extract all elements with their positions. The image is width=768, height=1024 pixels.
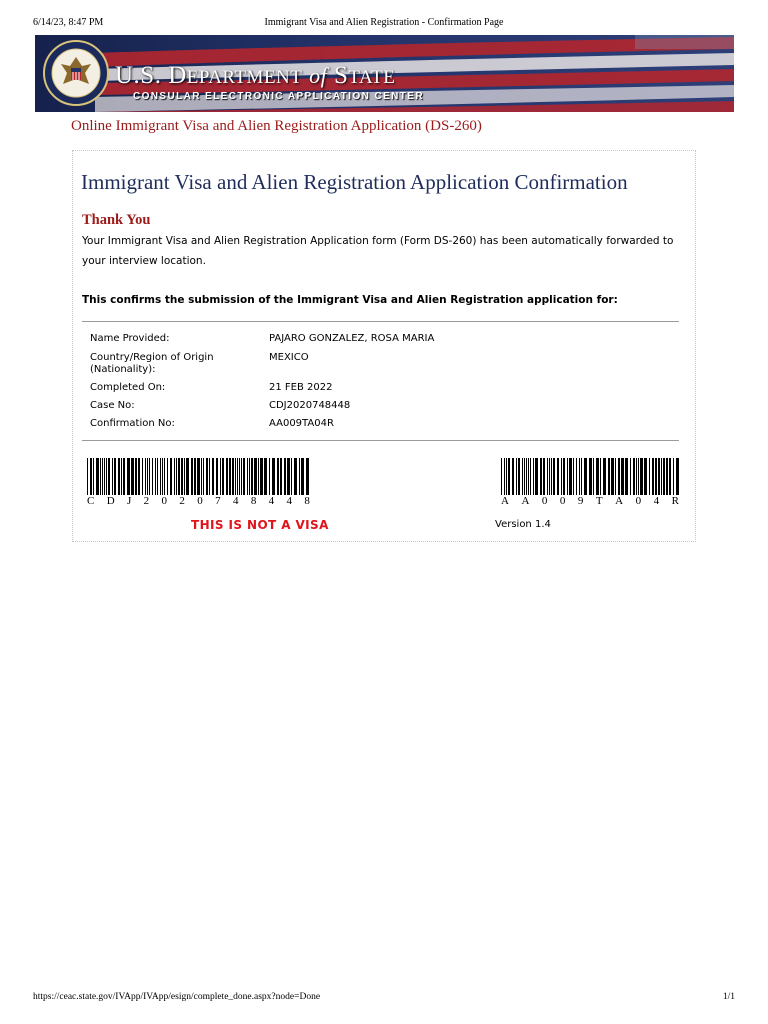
not-a-visa-warning: THIS IS NOT A VISA — [191, 518, 329, 532]
barcode-bar — [640, 458, 643, 495]
barcode-bar — [615, 458, 616, 495]
barcode-character: A — [615, 495, 624, 507]
case-number-barcode — [87, 458, 310, 507]
detail-row-case — [90, 400, 680, 418]
barcode-character: R — [671, 495, 679, 507]
barcode-bar — [237, 458, 238, 495]
barcode-bar — [299, 458, 300, 495]
barcode-bar — [138, 458, 140, 495]
barcode-bar — [658, 458, 660, 495]
barcode-bar — [633, 458, 635, 495]
detail-value: PAJARO GONZALEZ, ROSA MARIA — [269, 333, 435, 344]
department-title: U.S. DEPARTMENT of STATE — [115, 62, 396, 89]
confirmation-number-barcode-text — [501, 495, 679, 507]
barcode-bar — [100, 458, 101, 495]
barcode-character: 4 — [653, 495, 660, 507]
barcode-bar — [102, 458, 103, 495]
detail-row-confirmation — [90, 418, 680, 436]
barcode-bar — [608, 458, 610, 495]
barcode-bar — [528, 458, 529, 495]
barcode-character: 0 — [541, 495, 548, 507]
barcode-bar — [157, 458, 158, 495]
barcode-character: A — [521, 495, 530, 507]
barcode-bar — [621, 458, 624, 495]
barcode-bar — [291, 458, 292, 495]
barcode-bar — [603, 458, 606, 495]
barcode-bar — [220, 458, 221, 495]
barcode-bar — [264, 458, 267, 495]
barcode-bar — [121, 458, 122, 495]
barcode-bar — [530, 458, 531, 495]
barcode-bar — [655, 458, 657, 495]
barcode-character: 4 — [232, 495, 239, 507]
barcode-bar — [149, 458, 150, 495]
barcode-bar — [294, 458, 297, 495]
barcode-bar — [249, 458, 250, 495]
detail-row-completed — [90, 382, 680, 400]
barcode-bar — [576, 458, 577, 495]
barcode-bar — [222, 458, 224, 495]
barcode-bar — [170, 458, 172, 495]
barcode-bar — [114, 458, 116, 495]
barcode-bar — [216, 458, 218, 495]
barcode-bar — [589, 458, 592, 495]
divider-top — [82, 321, 679, 322]
barcode-bar — [112, 458, 113, 495]
barcode-bar — [232, 458, 234, 495]
barcode-bar — [563, 458, 565, 495]
barcode-character: 9 — [577, 495, 584, 507]
forwarded-message: Your Immigrant Visa and Alien Registration Application form (Form DS-260) has been automatically forwarded to your interview location. — [82, 235, 674, 267]
barcode-bar — [600, 458, 601, 495]
barcode-bar — [184, 458, 185, 495]
barcode-character: D — [106, 495, 115, 507]
barcode-bar — [508, 458, 510, 495]
barcode-bar — [561, 458, 562, 495]
print-page-title: Immigrant Visa and Alien Registration - Confirmation Page — [264, 17, 504, 28]
barcode-bar — [174, 458, 175, 495]
print-header — [33, 17, 735, 31]
confirmation-heading: Immigrant Visa and Alien Registration Application Confirmation — [81, 170, 628, 194]
barcode-character: 0 — [161, 495, 168, 507]
barcode-bar — [118, 458, 120, 495]
barcode-bar — [669, 458, 671, 495]
barcode-bar — [239, 458, 240, 495]
ceac-subtitle: CONSULAR ELECTRONIC APPLICATION CENTER — [133, 91, 424, 102]
barcode-bar — [625, 458, 628, 495]
barcode-bar — [579, 458, 580, 495]
detail-row-name — [90, 333, 680, 352]
print-page-number: 1/1 — [722, 992, 735, 1002]
barcode-bar — [526, 458, 527, 495]
barcode-bar — [663, 458, 665, 495]
barcode-bar — [649, 458, 650, 495]
barcode-bar — [504, 458, 505, 495]
barcode-bar — [145, 458, 146, 495]
barcode-bar — [524, 458, 525, 495]
barcode-bar — [155, 458, 156, 495]
barcode-bar — [573, 458, 574, 495]
barcode-bar — [638, 458, 639, 495]
barcode-bar — [209, 458, 210, 495]
barcode-character: C — [87, 495, 95, 507]
barcode-bar — [96, 458, 99, 495]
barcode-bar — [272, 458, 275, 495]
detail-label: Case No: — [90, 400, 135, 411]
detail-value: 21 FEB 2022 — [269, 382, 333, 393]
detail-label: Country/Region of Origin (Nationality): — [90, 352, 214, 375]
barcode-bar — [254, 458, 257, 495]
barcode-bar — [644, 458, 647, 495]
barcode-bar — [226, 458, 228, 495]
barcode-bar — [241, 458, 242, 495]
barcode-bar — [518, 458, 520, 495]
barcode-bar — [301, 458, 304, 495]
case-number-barcode-text — [87, 495, 310, 507]
thank-you-heading: Thank You — [82, 212, 151, 228]
barcode-character: 4 — [286, 495, 293, 507]
barcode-bar — [87, 458, 88, 495]
barcode-character: 0 — [559, 495, 566, 507]
barcode-bar — [553, 458, 555, 495]
detail-value: MEXICO — [269, 352, 309, 363]
print-url: https://ceac.state.gov/IVApp/IVApp/esign/complete_done.aspx?node=Done — [33, 992, 321, 1002]
application-title: Online Immigrant Visa and Alien Registration Application (DS-260) — [71, 118, 482, 134]
barcode-bar — [557, 458, 559, 495]
barcode-bar — [186, 458, 189, 495]
barcode-bar — [567, 458, 568, 495]
barcode-bar — [549, 458, 550, 495]
barcode-character: 8 — [250, 495, 257, 507]
barcode-bar — [569, 458, 572, 495]
barcode-bar — [194, 458, 196, 495]
barcode-character: 2 — [179, 495, 185, 507]
barcode-bar — [258, 458, 259, 495]
print-footer — [33, 992, 735, 1006]
barcode-bar — [501, 458, 502, 495]
barcode-character: 2 — [143, 495, 150, 507]
barcode-bar — [584, 458, 587, 495]
department-of-state-seal-icon — [43, 40, 109, 106]
barcode-bar — [142, 458, 143, 495]
barcode-bar — [191, 458, 193, 495]
barcode-bar — [593, 458, 594, 495]
dos-banner — [35, 35, 734, 112]
barcode-bar — [652, 458, 654, 495]
barcode-bar — [167, 458, 168, 495]
barcode-bar — [147, 458, 148, 495]
barcode-character: J — [127, 495, 132, 507]
version-label: Version 1.4 — [495, 519, 551, 530]
barcode-bar — [247, 458, 248, 495]
barcode-bar — [516, 458, 517, 495]
barcode-character: 7 — [215, 495, 221, 507]
barcode-bar — [135, 458, 137, 495]
barcode-bar — [535, 458, 538, 495]
barcode-bar — [512, 458, 514, 495]
barcode-bar — [543, 458, 545, 495]
barcode-bar — [131, 458, 134, 495]
barcode-bar — [178, 458, 180, 495]
barcode-character: 0 — [635, 495, 642, 507]
detail-value: CDJ2020748448 — [269, 400, 351, 411]
barcode-bar — [280, 458, 282, 495]
barcode-bar — [581, 458, 582, 495]
barcode-bar — [235, 458, 236, 495]
barcode-bar — [90, 458, 92, 495]
barcode-bar — [181, 458, 183, 495]
barcode-character: 0 — [197, 495, 203, 507]
barcode-bar — [676, 458, 679, 495]
barcode-bar — [636, 458, 637, 495]
detail-label: Name Provided: — [90, 333, 170, 344]
applicant-details — [90, 333, 680, 436]
confirmation-panel — [72, 150, 696, 542]
barcode-character: 8 — [304, 495, 310, 507]
barcode-bar — [176, 458, 177, 495]
barcode-bar — [596, 458, 599, 495]
barcode-bar — [260, 458, 263, 495]
barcode-bar — [93, 458, 94, 495]
barcode-bar — [277, 458, 279, 495]
barcode-character: A — [501, 495, 509, 507]
barcode-bar — [108, 458, 110, 495]
barcode-bar — [164, 458, 165, 495]
barcode-bar — [673, 458, 674, 495]
barcode-bar — [522, 458, 523, 495]
barcode-bar — [212, 458, 214, 495]
barcode-bar — [284, 458, 286, 495]
barcode-bar — [123, 458, 125, 495]
detail-row-country — [90, 352, 680, 382]
barcode-bar — [197, 458, 200, 495]
divider-bottom — [82, 440, 679, 441]
barcode-bar — [506, 458, 507, 495]
barcode-bar — [611, 458, 614, 495]
barcode-bar — [251, 458, 253, 495]
barcode-bar — [661, 458, 662, 495]
barcode-bar — [540, 458, 542, 495]
barcode-bar — [104, 458, 105, 495]
barcode-bar — [203, 458, 204, 495]
barcode-bar — [152, 458, 153, 495]
barcode-bar — [269, 458, 270, 495]
confirms-submission-text: This confirms the submission of the Immigrant Visa and Alien Registration application for: — [82, 294, 618, 306]
barcode-bar — [201, 458, 202, 495]
barcode-bar — [127, 458, 130, 495]
barcode-bar — [106, 458, 107, 495]
barcode-bar — [287, 458, 290, 495]
detail-value: AA009TA04R — [269, 418, 334, 429]
barcode-bar — [160, 458, 161, 495]
barcode-bar — [533, 458, 534, 495]
barcode-bar — [618, 458, 620, 495]
barcode-bar — [243, 458, 245, 495]
barcode-bar — [666, 458, 668, 495]
barcode-bar — [206, 458, 208, 495]
detail-label: Completed On: — [90, 382, 166, 393]
barcode-character: T — [595, 495, 603, 507]
print-datetime: 6/14/23, 8:47 PM — [33, 17, 104, 28]
detail-label: Confirmation No: — [90, 418, 175, 429]
barcode-bar — [306, 458, 309, 495]
confirmation-number-barcode — [501, 458, 679, 507]
barcode-bar — [162, 458, 163, 495]
barcode-character: 4 — [268, 495, 275, 507]
barcode-bar — [547, 458, 548, 495]
case-number-barcode-bars — [87, 458, 310, 495]
confirmation-number-barcode-bars — [501, 458, 679, 495]
barcode-bar — [229, 458, 231, 495]
barcode-bar — [551, 458, 552, 495]
barcode-bar — [630, 458, 631, 495]
